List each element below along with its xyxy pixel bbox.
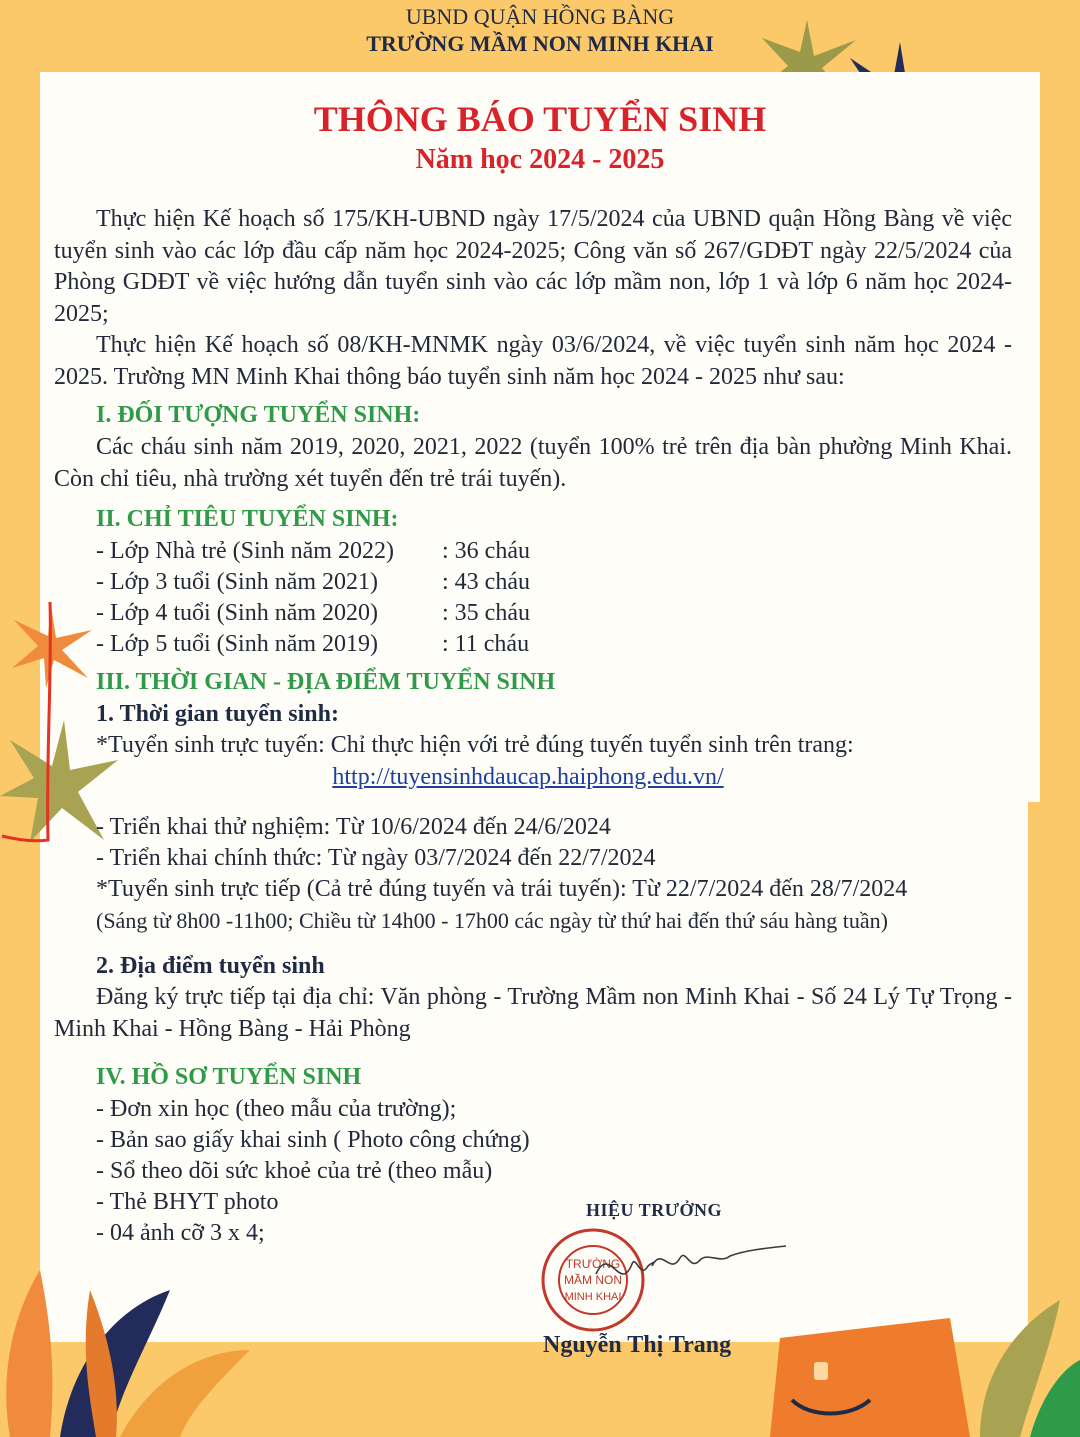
- seal-line: MINH KHAI: [564, 1291, 622, 1303]
- school-seal-icon: [536, 1224, 654, 1334]
- quota-label: - Lớp 3 tuổi (Sinh năm 2021): [96, 569, 378, 595]
- district-name: UBND QUẬN HỒNG BÀNG: [405, 4, 675, 29]
- trial-period: - Triển khai thử nghiệm: Từ 10/6/2024 đến 24/6/2024: [96, 814, 611, 840]
- principal-title: HIỆU TRƯỞNG: [586, 1200, 723, 1220]
- admission-link[interactable]: http://tuyensinhdaucap.haiphong.edu.vn/: [332, 764, 724, 790]
- office-hours: (Sáng từ 8h00 -11h00; Chiều từ 14h00 - 17h00 các ngày từ thứ hai đến thứ sáu hàng tuần): [96, 908, 888, 933]
- quota-count: : 35 cháu: [442, 600, 530, 626]
- section-3-heading: III. THỜI GIAN - ĐỊA ĐIỂM TUYỂN SINH: [96, 669, 556, 695]
- document-item: - Bản sao giấy khai sinh ( Photo công chứng): [96, 1127, 530, 1153]
- section-3-sub-1: 1. Thời gian tuyển sinh:: [96, 701, 339, 727]
- leaf-decoration-icon: [0, 1230, 260, 1437]
- document-item: - Đơn xin học (theo mẫu của trường);: [96, 1096, 457, 1122]
- document-item: - Thẻ BHYT photo: [96, 1189, 279, 1215]
- admission-address: Đăng ký trực tiếp tại địa chỉ: Văn phòng - Trường Mầm non Minh Khai - Số 24 Lý Tự Trọng - Minh Khai - Hồng Bàng - Hải Phòng: [54, 984, 1012, 1042]
- quota-count: : 43 cháu: [442, 569, 530, 595]
- school-year: Năm học 2024 - 2025: [415, 144, 665, 175]
- document-item: - Sổ theo dõi sức khoẻ của trẻ (theo mẫu): [96, 1158, 493, 1184]
- direct-admission: *Tuyển sinh trực tiếp (Cả trẻ đúng tuyến và trái tuyến): Từ 22/7/2024 đến 28/7/2024: [96, 876, 908, 902]
- quota-count: : 11 cháu: [442, 631, 530, 657]
- intro-paragraph-2: Thực hiện Kế hoạch số 08/KH-MNMK ngày 03/6/2024, về việc tuyển sinh năm học 2024 - 2025. Trường MN Minh Khai thông báo tuyển sinh năm học 2024 - 2025 như sau:: [54, 332, 1012, 390]
- section-1-heading: I. ĐỐI TƯỢNG TUYỂN SINH:: [96, 402, 421, 428]
- seal-line: TRƯỜNG: [565, 1257, 621, 1271]
- fern-decoration-icon: [940, 1290, 1080, 1437]
- official-period: - Triển khai chính thức: Từ ngày 03/7/2024 đến 22/7/2024: [96, 845, 656, 871]
- signature-stroke: [650, 1236, 790, 1286]
- intro-paragraph-1: Thực hiện Kế hoạch số 175/KH-UBND ngày 17/5/2024 của UBND quận Hồng Bàng về việc tuyển sinh vào các lớp đầu cấp năm học 2024-2025; Công văn số 267/GDĐT ngày 22/5/2024 của Phòng GDĐT về việc hướng dẫn tuyển sinh vào các lớp mầm non, lớp 1 và lớp 6 năm học 2024-2025;: [54, 206, 1012, 327]
- header: [0, 4, 1080, 58]
- quota-label: - Lớp Nhà trẻ (Sinh năm 2022): [96, 538, 394, 564]
- online-admission-text: *Tuyển sinh trực tuyến: Chỉ thực hiện với trẻ đúng tuyến tuyển sinh trên trang:: [96, 732, 854, 758]
- quota-count: : 36 cháu: [442, 538, 530, 564]
- school-name: TRƯỜNG MẦM NON MINH KHAI: [366, 31, 714, 56]
- principal-name: Nguyễn Thị Trang: [543, 1332, 732, 1358]
- section-1-text: Các cháu sinh năm 2019, 2020, 2021, 2022 (tuyển 100% trẻ trên địa bàn phường Minh Khai. Còn chỉ tiêu, nhà trường xét tuyển đến trẻ trái tuyến).: [54, 434, 1012, 492]
- quota-label: - Lớp 5 tuổi (Sinh năm 2019): [96, 631, 378, 657]
- section-3-sub-2: 2. Địa điểm tuyển sinh: [96, 953, 325, 979]
- red-marker-line: [0, 596, 60, 856]
- seal-line: MẦM NON: [564, 1273, 622, 1287]
- document-item: - 04 ảnh cỡ 3 x 4;: [96, 1220, 265, 1246]
- quota-label: - Lớp 4 tuổi (Sinh năm 2020): [96, 600, 378, 626]
- notice-title: THÔNG BÁO TUYỂN SINH: [313, 99, 767, 139]
- section-2-heading: II. CHỈ TIÊU TUYỂN SINH:: [96, 506, 399, 532]
- section-4-heading: IV. HỒ SƠ TUYỂN SINH: [96, 1064, 362, 1090]
